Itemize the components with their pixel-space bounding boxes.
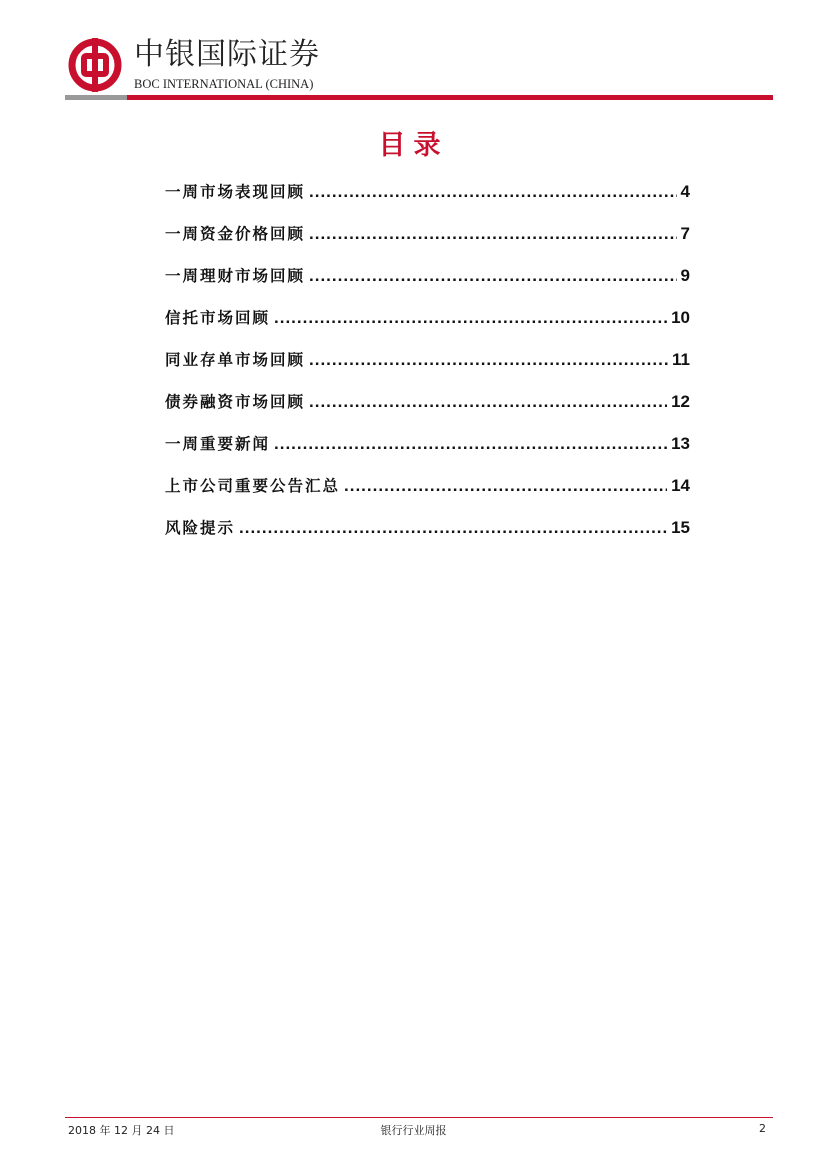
- toc-item-label: 债券融资市场回顾: [165, 393, 306, 411]
- toc-item-label: 一周重要新闻: [165, 435, 271, 453]
- toc-leader-dots: [309, 392, 667, 412]
- toc-item-label: 一周理财市场回顾: [165, 267, 306, 285]
- toc-item-page: 14: [671, 476, 690, 495]
- toc-item-label: 信托市场回顾: [165, 309, 271, 327]
- toc-leader-dots: [274, 434, 667, 454]
- toc-item[interactable]: [165, 222, 690, 264]
- toc-leader-dots: [274, 308, 667, 328]
- toc-item[interactable]: [165, 390, 690, 432]
- brand-name-en: BOC INTERNATIONAL (CHINA): [134, 77, 314, 91]
- toc-item[interactable]: [165, 180, 690, 222]
- toc-leader-dots: [344, 476, 667, 496]
- toc-item[interactable]: [165, 264, 690, 306]
- toc-item-page: 9: [680, 266, 690, 285]
- toc-leader-dots: [309, 266, 677, 286]
- footer-divider: [65, 1117, 773, 1118]
- toc-item-page: 12: [671, 392, 690, 411]
- toc-item-page: 15: [671, 518, 690, 537]
- toc-item-page: 10: [671, 308, 690, 327]
- boc-logo-icon: [68, 38, 122, 92]
- footer-report-name: 银行行业周报: [380, 1124, 447, 1137]
- toc-leader-dots: [309, 182, 677, 202]
- toc-item[interactable]: [165, 306, 690, 348]
- toc-item[interactable]: [165, 516, 690, 558]
- header-divider: [65, 95, 773, 100]
- toc-leader-dots: [309, 350, 668, 370]
- header-divider-accent: [65, 95, 127, 100]
- toc-leader-dots: [239, 518, 667, 538]
- toc-item[interactable]: [165, 474, 690, 516]
- toc-item-page: 13: [671, 434, 690, 453]
- footer-page-number: 2: [759, 1122, 766, 1135]
- toc-item-label: 一周资金价格回顾: [165, 225, 306, 243]
- toc-item-label: 同业存单市场回顾: [165, 351, 306, 369]
- toc-item-label: 上市公司重要公告汇总: [165, 477, 341, 495]
- toc-title: 目录: [378, 130, 449, 161]
- toc-item-page: 7: [680, 224, 690, 243]
- toc-item-page: 11: [672, 350, 690, 369]
- toc-item-page: 4: [680, 182, 690, 201]
- toc-leader-dots: [309, 224, 677, 244]
- toc-item-label: 一周市场表现回顾: [165, 183, 306, 201]
- toc-item-label: 风险提示: [165, 519, 236, 537]
- toc-item[interactable]: [165, 432, 690, 474]
- footer-date: 2018 年 12 月 24 日: [68, 1124, 175, 1137]
- brand-name-cn: 中银国际证券: [134, 37, 320, 72]
- toc-item[interactable]: [165, 348, 690, 390]
- table-of-contents: [165, 180, 690, 558]
